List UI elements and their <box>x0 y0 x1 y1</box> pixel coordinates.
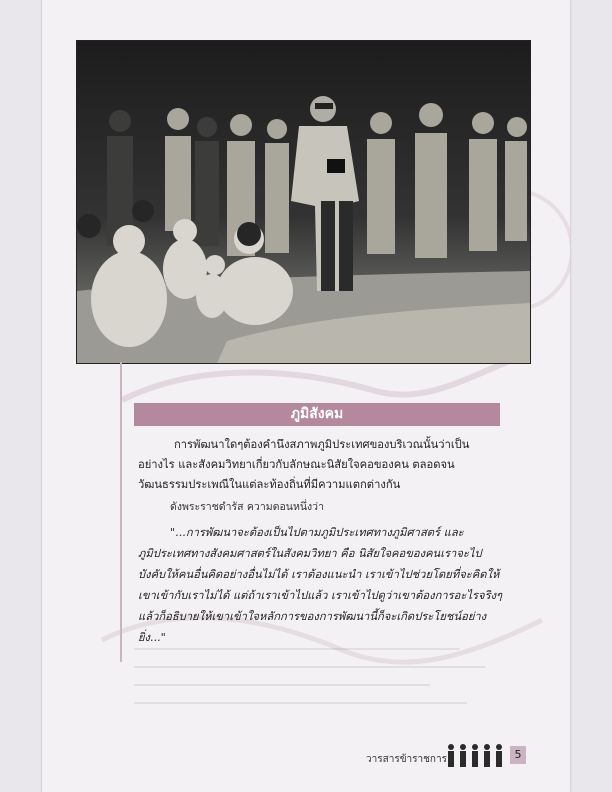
journal-name: วารสารข้าราชการ <box>366 754 447 765</box>
section-heading: ภูมิสังคม <box>134 403 500 426</box>
quote-intro: ดังพระราชดำรัส ความตอนหนึ่งว่า <box>170 501 324 513</box>
accent-vertical-line <box>120 362 122 662</box>
people-silhouettes-icon <box>446 743 510 769</box>
body-paragraph: การพัฒนาใดๆต้องคำนึงสภาพภูมิประเทศของบริเวณนั้นว่าเป็นอย่างไร และสังคมวิทยาเกี่ยวกับลักษณะนิสัยใจคอของคน ตลอดจนวัฒนธรรมประเพณีในแต่ละท้องถิ่นที่มีความแตกต่างกัน <box>138 438 470 491</box>
show-through-text-decoration <box>134 640 504 704</box>
page-number: 5 <box>510 746 526 764</box>
document-page <box>42 0 570 792</box>
royal-quote: "...การพัฒนาจะต้องเป็นไปตามภูมิประเทศทางภูมิศาสตร์ และภูมิประเทศทางสังคมศาสตร์ในสังคมวิทยา คือ นิสัยใจคอของคนเราจะไปบังคับให้คนอื่นคิดอย่างอื่นไม่ได้ เราต้องแนะนำ เราเข้าไปช่วยโดยที่จะคิดให้เขาเข้ากับเราไม่ได้ แต่ถ้าเราเข้าไปแล้ว เราเข้าไปดูว่าเขาต้องการอะไรจริงๆ แล้วก็อธิบายให้เขาเข้าใจหลักการของการพัฒนานี้ก็จะเกิดประโยชน์อย่างยิ่ง..." <box>138 526 503 644</box>
royal-visit-photo <box>76 40 531 364</box>
